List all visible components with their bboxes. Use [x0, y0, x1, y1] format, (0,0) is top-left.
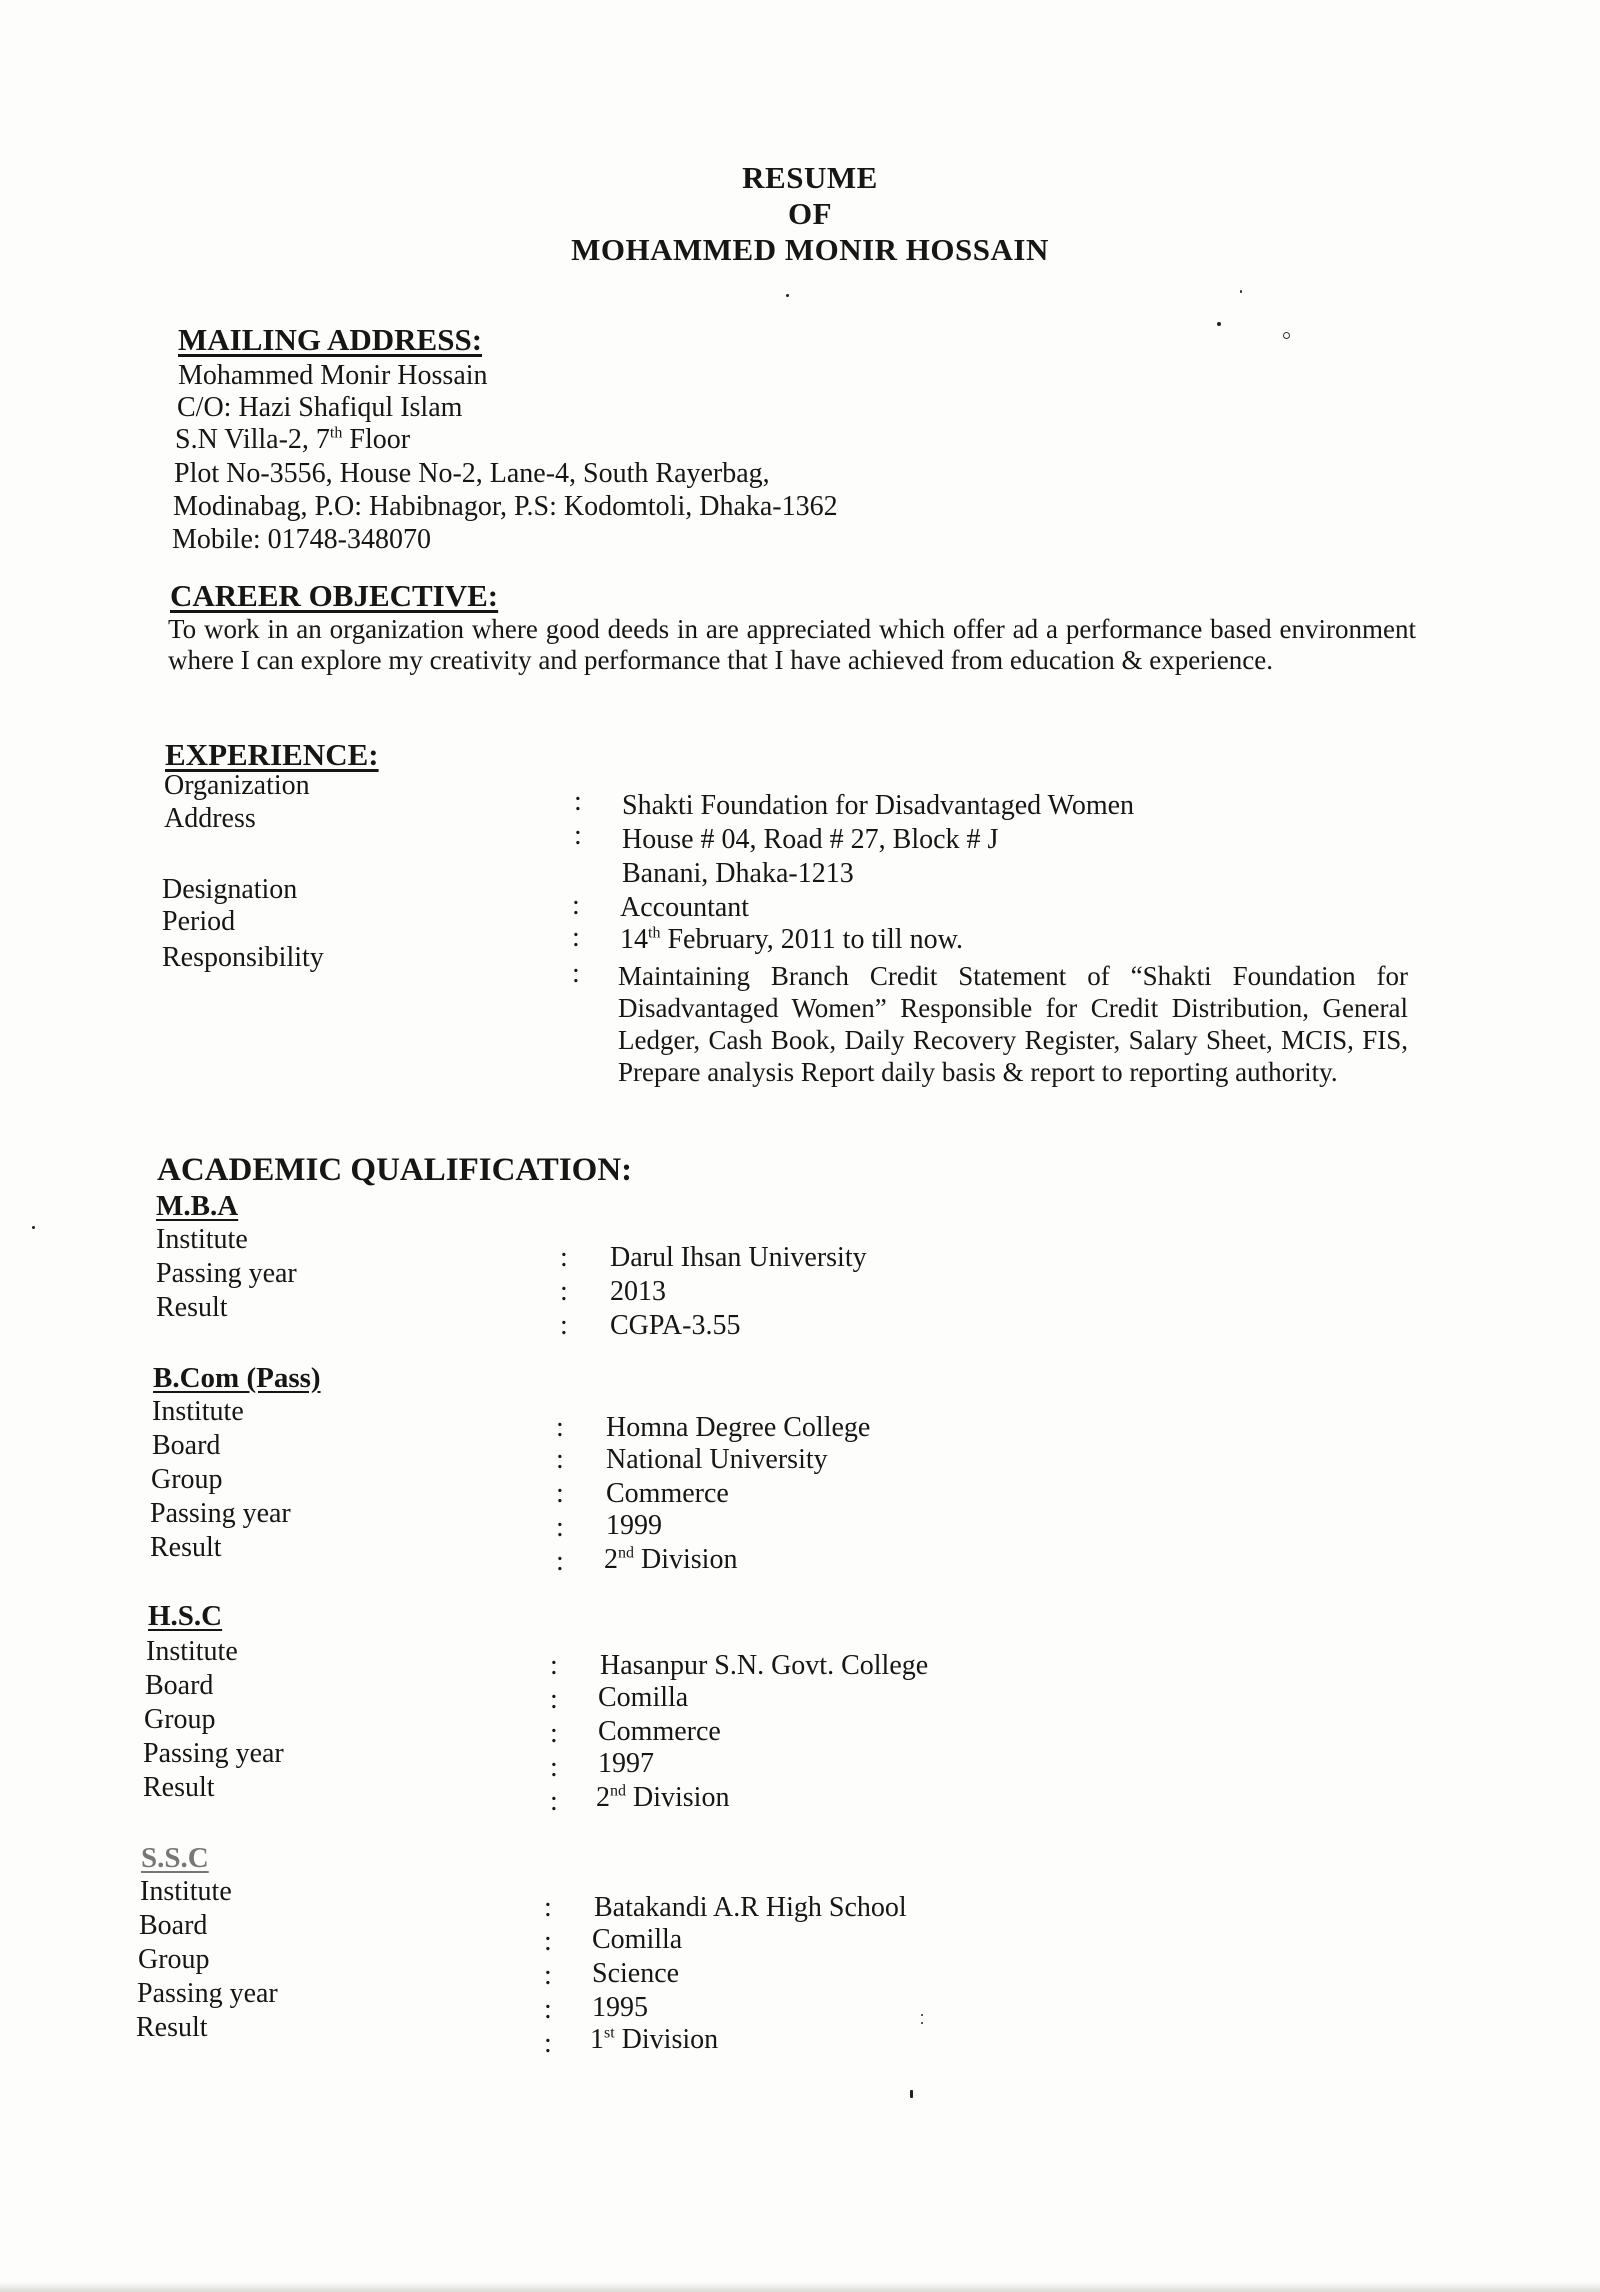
colon: : — [550, 1786, 558, 1817]
exp-period-value: 14th February, 2011 to till now. — [620, 924, 963, 955]
colon: : — [556, 1546, 564, 1577]
resume-title: RESUME — [742, 160, 878, 195]
ssc-result-value: 1st Division — [590, 2024, 719, 2055]
hsc-group-value: Commerce — [598, 1716, 721, 1747]
bcom-board-value: National University — [606, 1444, 828, 1475]
scan-speck — [1283, 332, 1290, 339]
exp-label-designation: Designation — [162, 874, 298, 905]
mba-heading: M.B.A — [156, 1190, 239, 1222]
career-objective-text: To work in an organization where good deeds in are appreciated which offer ad a performance based environment where I can explore my creativity and performance that I have achieved from education & experience. — [168, 614, 1416, 675]
ssc-label-passing-year: Passing year — [137, 1978, 278, 2009]
scan-speck — [32, 1226, 35, 1229]
bcom-heading: B.Com (Pass) — [153, 1362, 321, 1394]
colon: : — [544, 1994, 552, 2025]
bcom-label-institute: Institute — [152, 1396, 244, 1427]
resume-title-of: OF — [787, 196, 833, 231]
colon: : — [572, 958, 580, 989]
address-line: S.N Villa-2, 7th Floor — [175, 424, 411, 455]
colon: : — [550, 1752, 558, 1783]
colon: : — [544, 2028, 552, 2059]
colon: : — [550, 1684, 558, 1715]
colon: : — [544, 1892, 552, 1923]
ssc-passing-year-value: 1995 — [592, 1992, 648, 2023]
bcom-label-group: Group — [151, 1464, 223, 1495]
colon: : — [544, 1926, 552, 1957]
mba-label-passing-year: Passing year — [156, 1258, 297, 1289]
exp-label-period: Period — [162, 906, 236, 937]
scan-speck — [921, 2014, 923, 2016]
mba-label-result: Result — [156, 1292, 228, 1323]
colon: : — [556, 1478, 564, 1509]
exp-designation-value: Accountant — [620, 892, 750, 923]
address-line: C/O: Hazi Shafiqul Islam — [177, 392, 463, 423]
scan-speck — [1217, 322, 1221, 326]
colon: : — [560, 1310, 568, 1341]
exp-label-organization: Organization — [164, 770, 310, 801]
page-bottom-edge — [0, 2282, 1600, 2292]
experience-heading: EXPERIENCE: — [165, 737, 379, 772]
hsc-board-value: Comilla — [598, 1682, 689, 1713]
scan-speck — [910, 2090, 913, 2098]
mailing-address-heading: MAILING ADDRESS: — [178, 322, 483, 357]
colon: : — [574, 786, 582, 817]
colon: : — [572, 922, 580, 953]
bcom-group-value: Commerce — [606, 1478, 729, 1509]
ssc-label-institute: Institute — [140, 1876, 232, 1907]
bcom-result-value: 2nd Division — [604, 1544, 738, 1575]
colon: : — [556, 1444, 564, 1475]
hsc-result-value: 2nd Division — [596, 1782, 730, 1813]
hsc-heading: H.S.C — [148, 1600, 223, 1632]
colon: : — [550, 1650, 558, 1681]
hsc-label-institute: Institute — [146, 1636, 238, 1667]
ssc-institute-value: Batakandi A.R High School — [594, 1892, 907, 1923]
address-line: Modinabag, P.O: Habibnagor, P.S: Kodomtoli, Dhaka-1362 — [173, 491, 838, 522]
scan-speck — [786, 294, 789, 297]
colon: : — [560, 1276, 568, 1307]
exp-responsibility-value: Maintaining Branch Credit Statement of “Shakti Foundation for Disadvantaged Women” Responsible for Credit Distribution, General Ledger, Cash Book, Daily Recovery Register, Salary Sheet, MCIS, FIS, Prepare analysis Report daily basis & report to reporting authority. — [618, 961, 1408, 1087]
bcom-label-board: Board — [152, 1430, 221, 1461]
exp-address-value-2: Banani, Dhaka-1213 — [622, 858, 854, 889]
ssc-board-value: Comilla — [592, 1924, 683, 1955]
address-line: Plot No-3556, House No-2, Lane-4, South Rayerbag, — [174, 458, 770, 489]
ssc-group-value: Science — [592, 1958, 680, 1989]
ssc-label-result: Result — [136, 2012, 208, 2043]
bcom-institute-value: Homna Degree College — [606, 1412, 871, 1443]
mba-label-institute: Institute — [156, 1224, 248, 1255]
mba-institute-value: Darul Ihsan University — [610, 1242, 867, 1273]
bcom-label-result: Result — [150, 1532, 222, 1563]
career-objective-heading: CAREER OBJECTIVE: — [170, 578, 499, 613]
scan-speck — [1240, 290, 1242, 293]
hsc-label-result: Result — [143, 1772, 215, 1803]
colon: : — [544, 1960, 552, 1991]
scan-speck — [921, 2022, 923, 2024]
academic-qualification-heading: ACADEMIC QUALIFICATION: — [157, 1152, 633, 1188]
colon: : — [560, 1242, 568, 1273]
hsc-label-board: Board — [145, 1670, 214, 1701]
mba-result-value: CGPA-3.55 — [610, 1310, 741, 1341]
exp-organization-value: Shakti Foundation for Disadvantaged Women — [622, 790, 1135, 821]
ssc-label-group: Group — [138, 1944, 210, 1975]
colon: : — [574, 820, 582, 851]
colon: : — [556, 1412, 564, 1443]
ssc-heading: S.S.C — [141, 1842, 209, 1874]
colon: : — [550, 1718, 558, 1749]
hsc-label-group: Group — [144, 1704, 216, 1735]
hsc-label-passing-year: Passing year — [143, 1738, 284, 1769]
exp-address-value: House # 04, Road # 27, Block # J — [622, 824, 999, 855]
mba-passing-year-value: 2013 — [610, 1276, 666, 1307]
mobile-line: Mobile: 01748-348070 — [172, 524, 431, 555]
applicant-name: MOHAMMED MONIR HOSSAIN — [571, 232, 1049, 267]
hsc-institute-value: Hasanpur S.N. Govt. College — [600, 1650, 929, 1681]
exp-label-address: Address — [164, 803, 256, 834]
colon: : — [556, 1512, 564, 1543]
address-line: Mohammed Monir Hossain — [178, 360, 488, 391]
colon: : — [572, 890, 580, 921]
bcom-passing-year-value: 1999 — [606, 1510, 662, 1541]
bcom-label-passing-year: Passing year — [150, 1498, 291, 1529]
ssc-label-board: Board — [139, 1910, 208, 1941]
exp-label-responsibility: Responsibility — [162, 942, 324, 973]
hsc-passing-year-value: 1997 — [598, 1748, 654, 1779]
